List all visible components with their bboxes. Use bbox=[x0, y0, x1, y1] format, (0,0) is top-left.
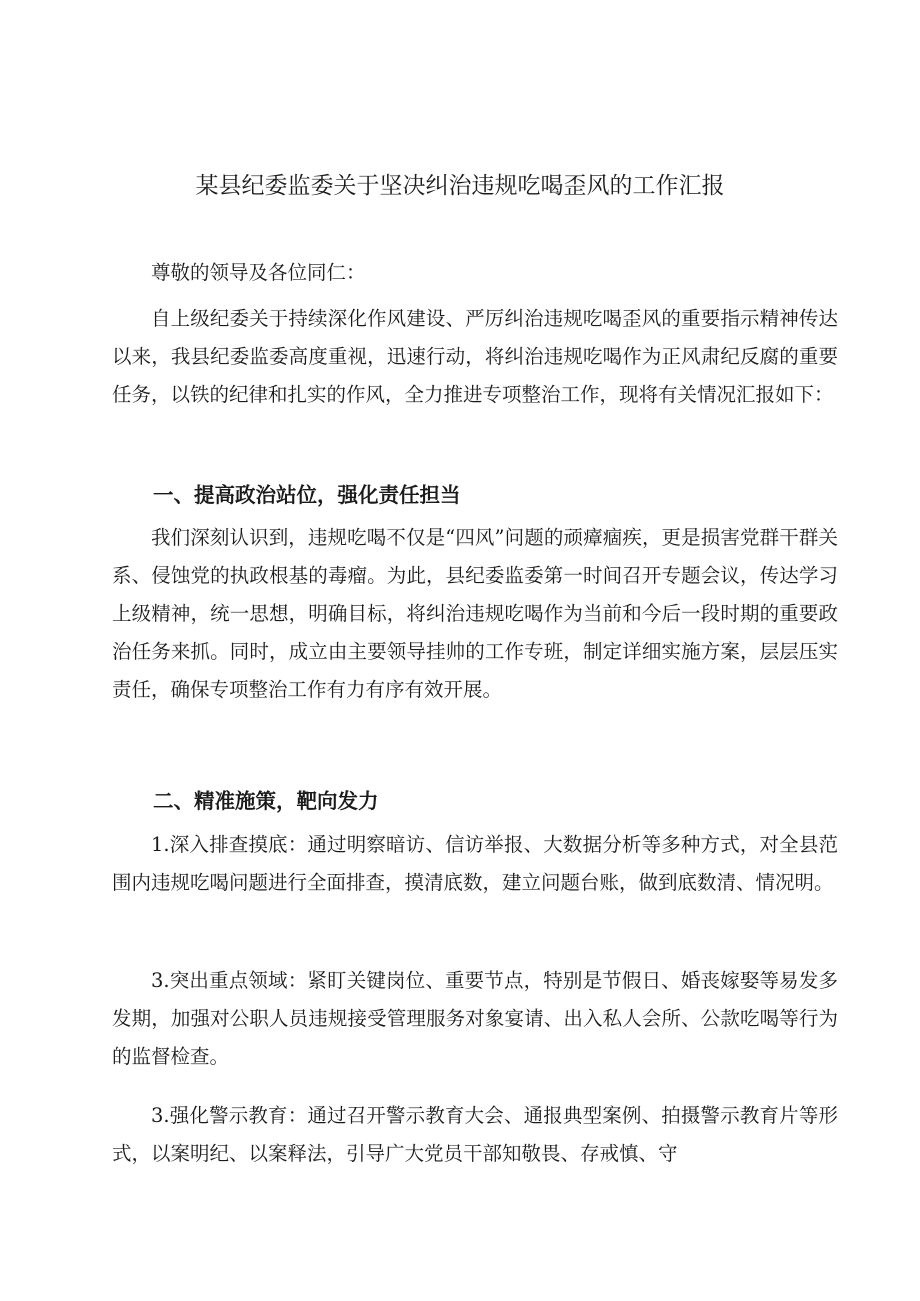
section-2-item-3: 3.强化警示教育：通过召开警示教育大会、通报典型案例、拍摄警示教育片等形式，以案明纪、以案释法，引导广大党员干部知敬畏、存戒慎、守 bbox=[112, 1104, 838, 1165]
section-heading-2: 二、精准施策，靶向发力 bbox=[153, 789, 379, 813]
intro-paragraph: 自上级纪委关于持续深化作风建设、严厉纠治违规吃喝歪风的重要指示精神传达以来，我县纪委监委高度重视，迅速行动，将纠治违规吃喝作为正风肃纪反腐的重要任务，以铁的纪律和扎实的作风，全力推进专项整治工作，现将有关情况汇报如下： bbox=[112, 307, 838, 406]
section-heading-1: 一、提高政治站位，强化责任担当 bbox=[153, 483, 461, 507]
salutation: 尊敬的领导及各位同仁： bbox=[151, 261, 366, 284]
section-1-paragraph: 我们深刻认识到，违规吃喝不仅是“四风”问题的顽瘴痼疾，更是损害党群干群关系、侵蚀党的执政根基的毒瘤。为此，县纪委监委第一时间召开专题会议，传达学习上级精神，统一思想，明确目标，将纠治违规吃喝作为当前和今后一段时期的重要政治任务来抓。同时，成立由主要领导挂帅的工作专班，制定详细实施方案，层层压实责任，确保专项整治工作有力有序有效开展。 bbox=[112, 526, 838, 701]
section-2-item-2: 3.突出重点领域：紧盯关键岗位、重要节点，特别是节假日、婚丧嫁娶等易发多发期，加强对公职人员违规接受管理服务对象宴请、出入私人会所、公款吃喝等行为的监督检查。 bbox=[112, 969, 838, 1068]
document-title: 某县纪委监委关于坚决纠治违规吃喝歪风的工作汇报 bbox=[195, 173, 725, 199]
section-2-item-1: 1.深入排查摸底：通过明察暗访、信访举报、大数据分析等多种方式，对全县范围内违规吃喝问题进行全面排查，摸清底数，建立问题台账，做到底数清、情况明。 bbox=[112, 833, 838, 894]
